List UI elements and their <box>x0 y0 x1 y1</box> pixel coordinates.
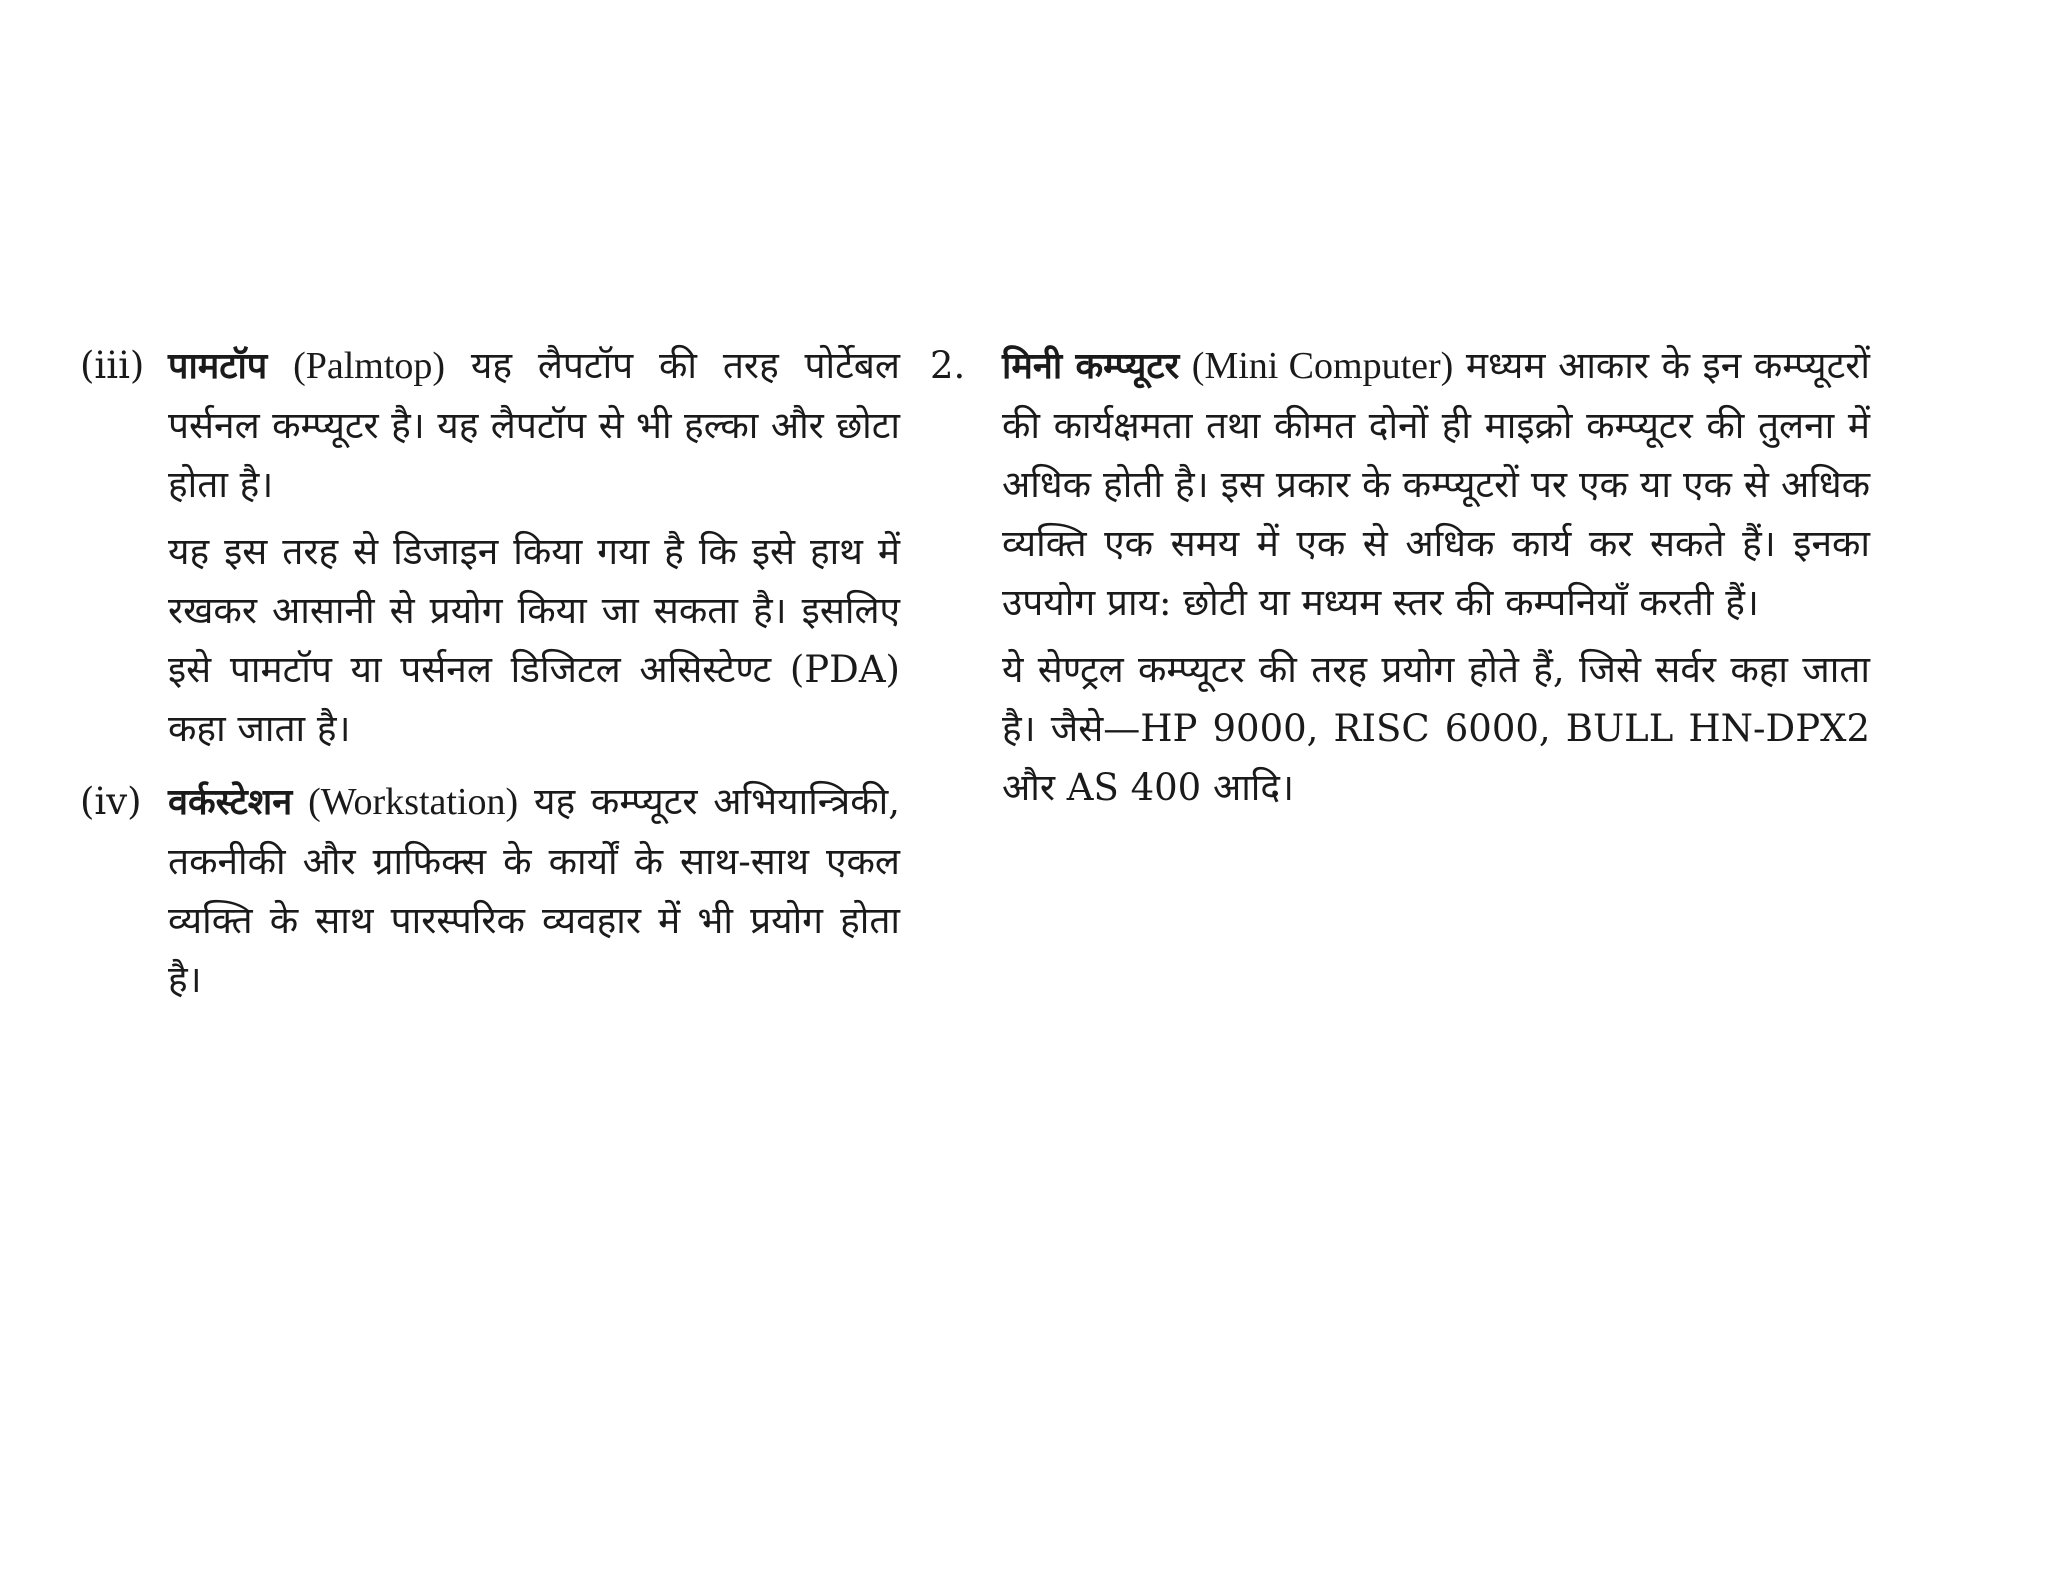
list-item-workstation <box>80 772 900 1017</box>
list-marker: (iii) <box>80 344 145 387</box>
left-column <box>80 336 900 1017</box>
list-marker: 2. <box>930 344 966 387</box>
list-item-body <box>168 336 900 766</box>
paragraph-text: मध्यम आकार के इन कम्प्यूटरों की कार्यक्षमता तथा कीमत दोनों ही माइक्रो कम्प्यूटर की तुलना में अधिक होती है। इस प्रकार के कम्प्यूटरों पर एक या एक से अधिक व्यक्ति एक समय में एक से अधिक कार्य कर सकते हैं। इनका उपयोग प्राय: छोटी या मध्यम स्तर की कम्पनियाँ करती हैं। <box>1002 344 1871 624</box>
term-english: (Workstation) <box>308 781 519 823</box>
list-item-palmtop <box>80 336 900 766</box>
list-item-body <box>1002 336 1870 825</box>
term-english: (Palmtop) <box>293 345 446 387</box>
term-heading: मिनी कम्प्यूटर <box>1002 346 1180 387</box>
right-column <box>930 336 1870 825</box>
paragraph: ये सेण्ट्रल कम्प्यूटर की तरह प्रयोग होते हैं, जिसे सर्वर कहा जाता है। जैसे—HP 9000, RISC 6000, BULL HN-DPX2 और AS 400 आदि। <box>1002 648 1870 809</box>
term-heading: पामटॉप <box>168 346 268 387</box>
paragraph <box>168 772 900 1009</box>
list-item-mini-computer <box>930 336 1870 825</box>
list-marker: (iv) <box>80 780 142 823</box>
term-heading: वर्कस्टेशन <box>168 782 293 823</box>
paragraph <box>168 336 900 514</box>
paragraph-text: यह कम्प्यूटर अभियान्त्रिकी, तकनीकी और ग्राफिक्स के कार्यों के साथ-साथ एकल व्यक्ति के साथ पारस्परिक व्यवहार में भी प्रयोग होता है। <box>168 780 900 1001</box>
list-item-body <box>168 772 900 1017</box>
paragraph: यह इस तरह से डिजाइन किया गया है कि इसे हाथ में रखकर आसानी से प्रयोग किया जा सकता है। इसलिए इसे पामटॉप या पर्सनल डिजिटल असिस्टेण्ट (PDA) कहा जाता है। <box>168 530 900 750</box>
paragraph <box>1002 336 1870 632</box>
paragraph-text: यह लैपटॉप की तरह पोर्टेबल पर्सनल कम्प्यूटर है। यह लैपटॉप से भी हल्का और छोटा होता है। <box>168 344 901 506</box>
term-english: (Mini Computer) <box>1191 345 1454 387</box>
